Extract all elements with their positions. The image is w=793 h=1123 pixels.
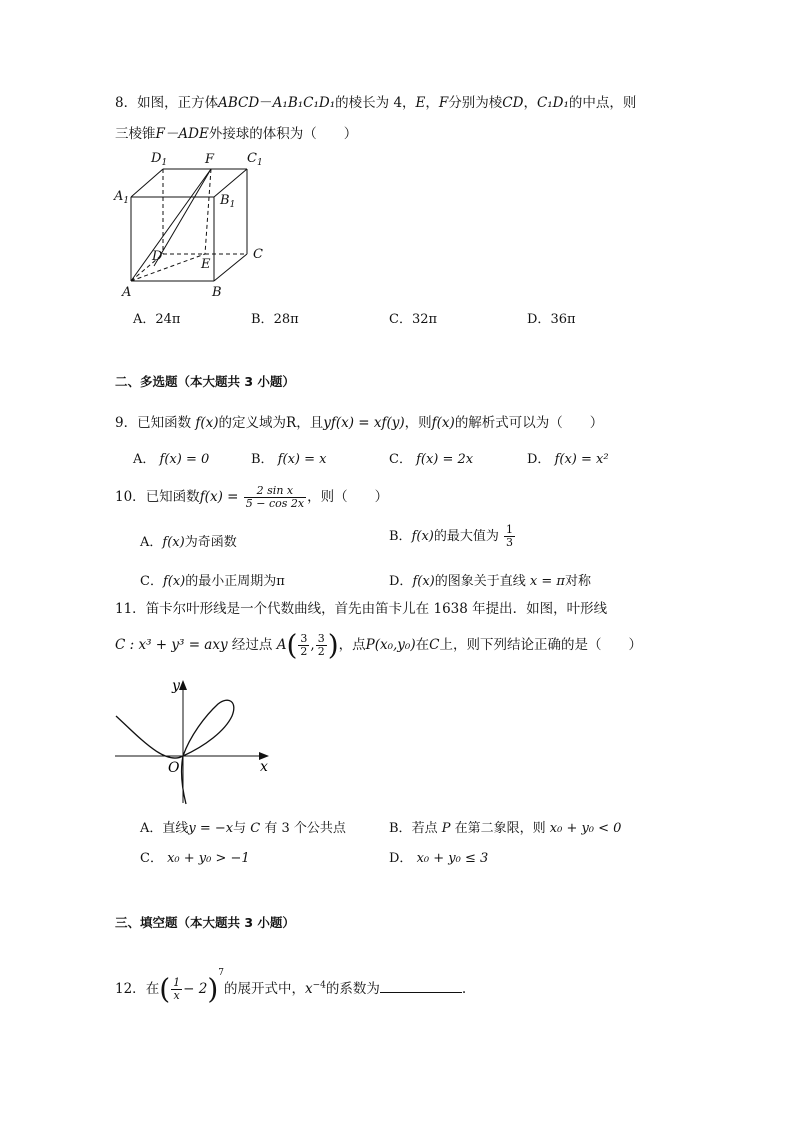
- section-heading-fill-in: 三、填空题（本大题共 3 小题）: [115, 915, 295, 930]
- edge-a1d1: [131, 169, 163, 197]
- q9-option-d[interactable]: D． f(x) = x²: [527, 452, 609, 467]
- label-a1: $A_1$: [114, 189, 130, 206]
- q11-line2: C : x³ + y³ = axy 经过点 A( $\frac{3}{2}$ , $\frac{3}{2}$ )，点P(x₀,y₀)在C上，则下列结论正确的是（ ）: [115, 628, 642, 662]
- origin-label: O: [168, 760, 180, 776]
- q10-option-d[interactable]: D．f(x)的图象关于直线 x = π对称: [389, 574, 591, 589]
- q8-line2: 三棱锥F－ADE外接球的体积为（ ）: [115, 126, 358, 142]
- label-d: D: [152, 249, 163, 264]
- answer-blank[interactable]: [380, 980, 462, 993]
- label-e: E: [201, 257, 211, 272]
- q10-option-c[interactable]: C．f(x)的最小正周期为π: [140, 574, 285, 589]
- q9-option-a[interactable]: A． f(x) = 0: [133, 452, 210, 467]
- q11-line1: 11．笛卡尔叶形线是一个代数曲线，首先由笛卡儿在 1638 年提出．如图，叶形线: [115, 601, 608, 617]
- folium-graph: [110, 676, 280, 808]
- q12-stem: 12．在( $\frac{1}{x}$ − 2)$^7$的展开式中，$x^{-4}$的系数为 .: [115, 968, 467, 1006]
- label-a: A: [122, 285, 132, 300]
- edge-b1c1: [214, 169, 247, 197]
- label-c1: $C_1$: [247, 151, 263, 168]
- q11-option-b[interactable]: B．若点 P 在第二象限，则 x₀ + y₀ < 0: [389, 821, 622, 836]
- q8-option-a[interactable]: A．24π: [133, 312, 181, 327]
- edge-bc: [214, 254, 247, 281]
- edge-ae: [131, 254, 205, 281]
- folium-curve: [116, 700, 234, 804]
- axis-label-x: x: [260, 759, 268, 775]
- edge-af: [131, 169, 211, 281]
- q9-option-c[interactable]: C． f(x) = 2x: [389, 452, 474, 467]
- edge-fe: [205, 169, 211, 254]
- q10-option-a[interactable]: A．f(x)为奇函数: [140, 535, 237, 550]
- section-heading-multiple-choice: 二、多选题（本大题共 3 小题）: [115, 374, 295, 389]
- q11-option-d[interactable]: D． x₀ + y₀ ≤ 3: [389, 851, 489, 866]
- q8-option-b[interactable]: B．28π: [251, 312, 299, 327]
- axis-label-y: y: [172, 678, 180, 694]
- label-d1: $D_1$: [151, 151, 168, 168]
- q11-option-c[interactable]: C． x₀ + y₀ > −1: [140, 851, 250, 866]
- q9-option-b[interactable]: B． f(x) = x: [251, 452, 327, 467]
- label-c: C: [253, 247, 263, 262]
- label-b1: $B_1$: [220, 193, 236, 210]
- q8-option-d[interactable]: D．36π: [527, 312, 576, 327]
- q11-option-a[interactable]: A．直线y = −x与 C 有 3 个公共点: [140, 821, 346, 836]
- q10-option-b[interactable]: B．f(x)的最大值为 $\frac{1}{3}$: [389, 523, 514, 549]
- q8-line1: 8．如图，正方体ABCD－A₁B₁C₁D₁的棱长为 4，E，F分别为棱CD，C₁D₁的中点，则: [115, 95, 637, 111]
- label-b: B: [212, 285, 222, 300]
- label-f: F: [205, 152, 215, 167]
- cube-figure: [108, 148, 278, 300]
- q9-stem: 9．已知函数 f(x)的定义域为R，且yf(x) = xf(y)，则f(x)的解析式可以为（ ）: [115, 415, 604, 431]
- q10-fraction: $\frac{\text{2 sin x}}{5 - \cos 2x}$: [245, 484, 305, 510]
- question-number: 8．: [115, 95, 138, 111]
- q8-option-c[interactable]: C．32π: [389, 312, 438, 327]
- q10-stem: 10．已知函数f(x) = $\frac{\text{2 sin x}}{5 - \cos 2x}$ ，则（ ）: [115, 484, 389, 510]
